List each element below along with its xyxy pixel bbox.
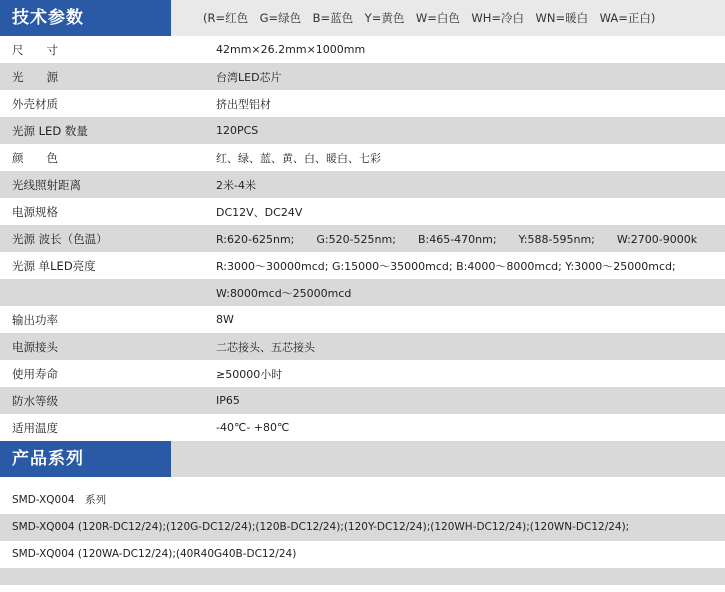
spec-row [0,198,725,225]
spec-row [0,63,725,90]
spec-row [0,36,725,63]
spec-value: R:3000～30000mcd; G:15000～35000mcd; B:4000～8000mcd; Y:3000～25000mcd; [202,252,725,279]
spec-key: 输出功率 [0,306,202,333]
spec-key: 光源 单LED亮度 [0,252,202,279]
series-row: SMD-XQ004 系列 [0,487,725,514]
spec-key: 使用寿命 [0,360,202,387]
spec-value: 42mm×26.2mm×1000mm [202,36,725,63]
spec-key: 光线照射距离 [0,171,202,198]
spec-row [0,414,725,441]
bottom-strip [0,568,725,585]
spec-key: 适用温度 [0,414,202,441]
spec-key: 尺 寸 [0,36,202,63]
spec-key: 电源接头 [0,333,202,360]
spec-key: 光 源 [0,63,202,90]
spec-value: ≥50000小时 [202,360,725,387]
product-header-strip [171,441,725,477]
spec-key: 颜 色 [0,144,202,171]
product-section-header [0,441,725,477]
spec-value: 红、绿、蓝、黄、白、暖白、七彩 [202,144,725,171]
product-section-title: 产品系列 [0,441,171,477]
spec-section-title: 技术参数 [0,0,171,36]
spec-value: W:8000mcd～25000mcd [202,279,725,306]
series-row: SMD-XQ004 (120WA-DC12/24);(40R40G40B-DC12/24) [0,541,725,568]
spec-section-header [0,0,725,36]
spec-value: 120PCS [202,117,725,144]
spec-value: -40℃- +80℃ [202,414,725,441]
spec-row [0,387,725,414]
spec-key: 防水等级 [0,387,202,414]
color-legend: (R=红色 G=绿色 B=蓝色 Y=黄色 W=白色 WH=冷白 WN=暖白 WA=正白) [171,0,725,36]
spec-row [0,279,725,306]
spec-key: 光源 LED 数量 [0,117,202,144]
spec-row [0,171,725,198]
spec-key: 电源规格 [0,198,202,225]
spec-value: 二芯接头、五芯接头 [202,333,725,360]
spec-value: DC12V、DC24V [202,198,725,225]
spec-row [0,252,725,279]
spec-row [0,117,725,144]
spec-table [0,36,725,441]
spec-row [0,90,725,117]
spec-row [0,333,725,360]
spec-row [0,144,725,171]
product-series-list [0,477,725,585]
spec-value: 台湾LED芯片 [202,63,725,90]
spec-value: R:620-625nm; G:520-525nm; B:465-470nm; Y:588-595nm; W:2700-9000k [202,225,725,252]
spec-row [0,306,725,333]
spec-row [0,360,725,387]
spec-row [0,225,725,252]
spec-key [0,279,202,306]
spec-value: 挤出型铝材 [202,90,725,117]
spec-key: 外壳材质 [0,90,202,117]
spec-value: 8W [202,306,725,333]
spec-value: 2米-4米 [202,171,725,198]
spacer [0,477,725,487]
spec-key: 光源 波长（色温） [0,225,202,252]
series-row: SMD-XQ004 (120R-DC12/24);(120G-DC12/24);(120B-DC12/24);(120Y-DC12/24);(120WH-DC12/24);(120WN-DC12/24); [0,514,725,541]
spec-value: IP65 [202,387,725,414]
